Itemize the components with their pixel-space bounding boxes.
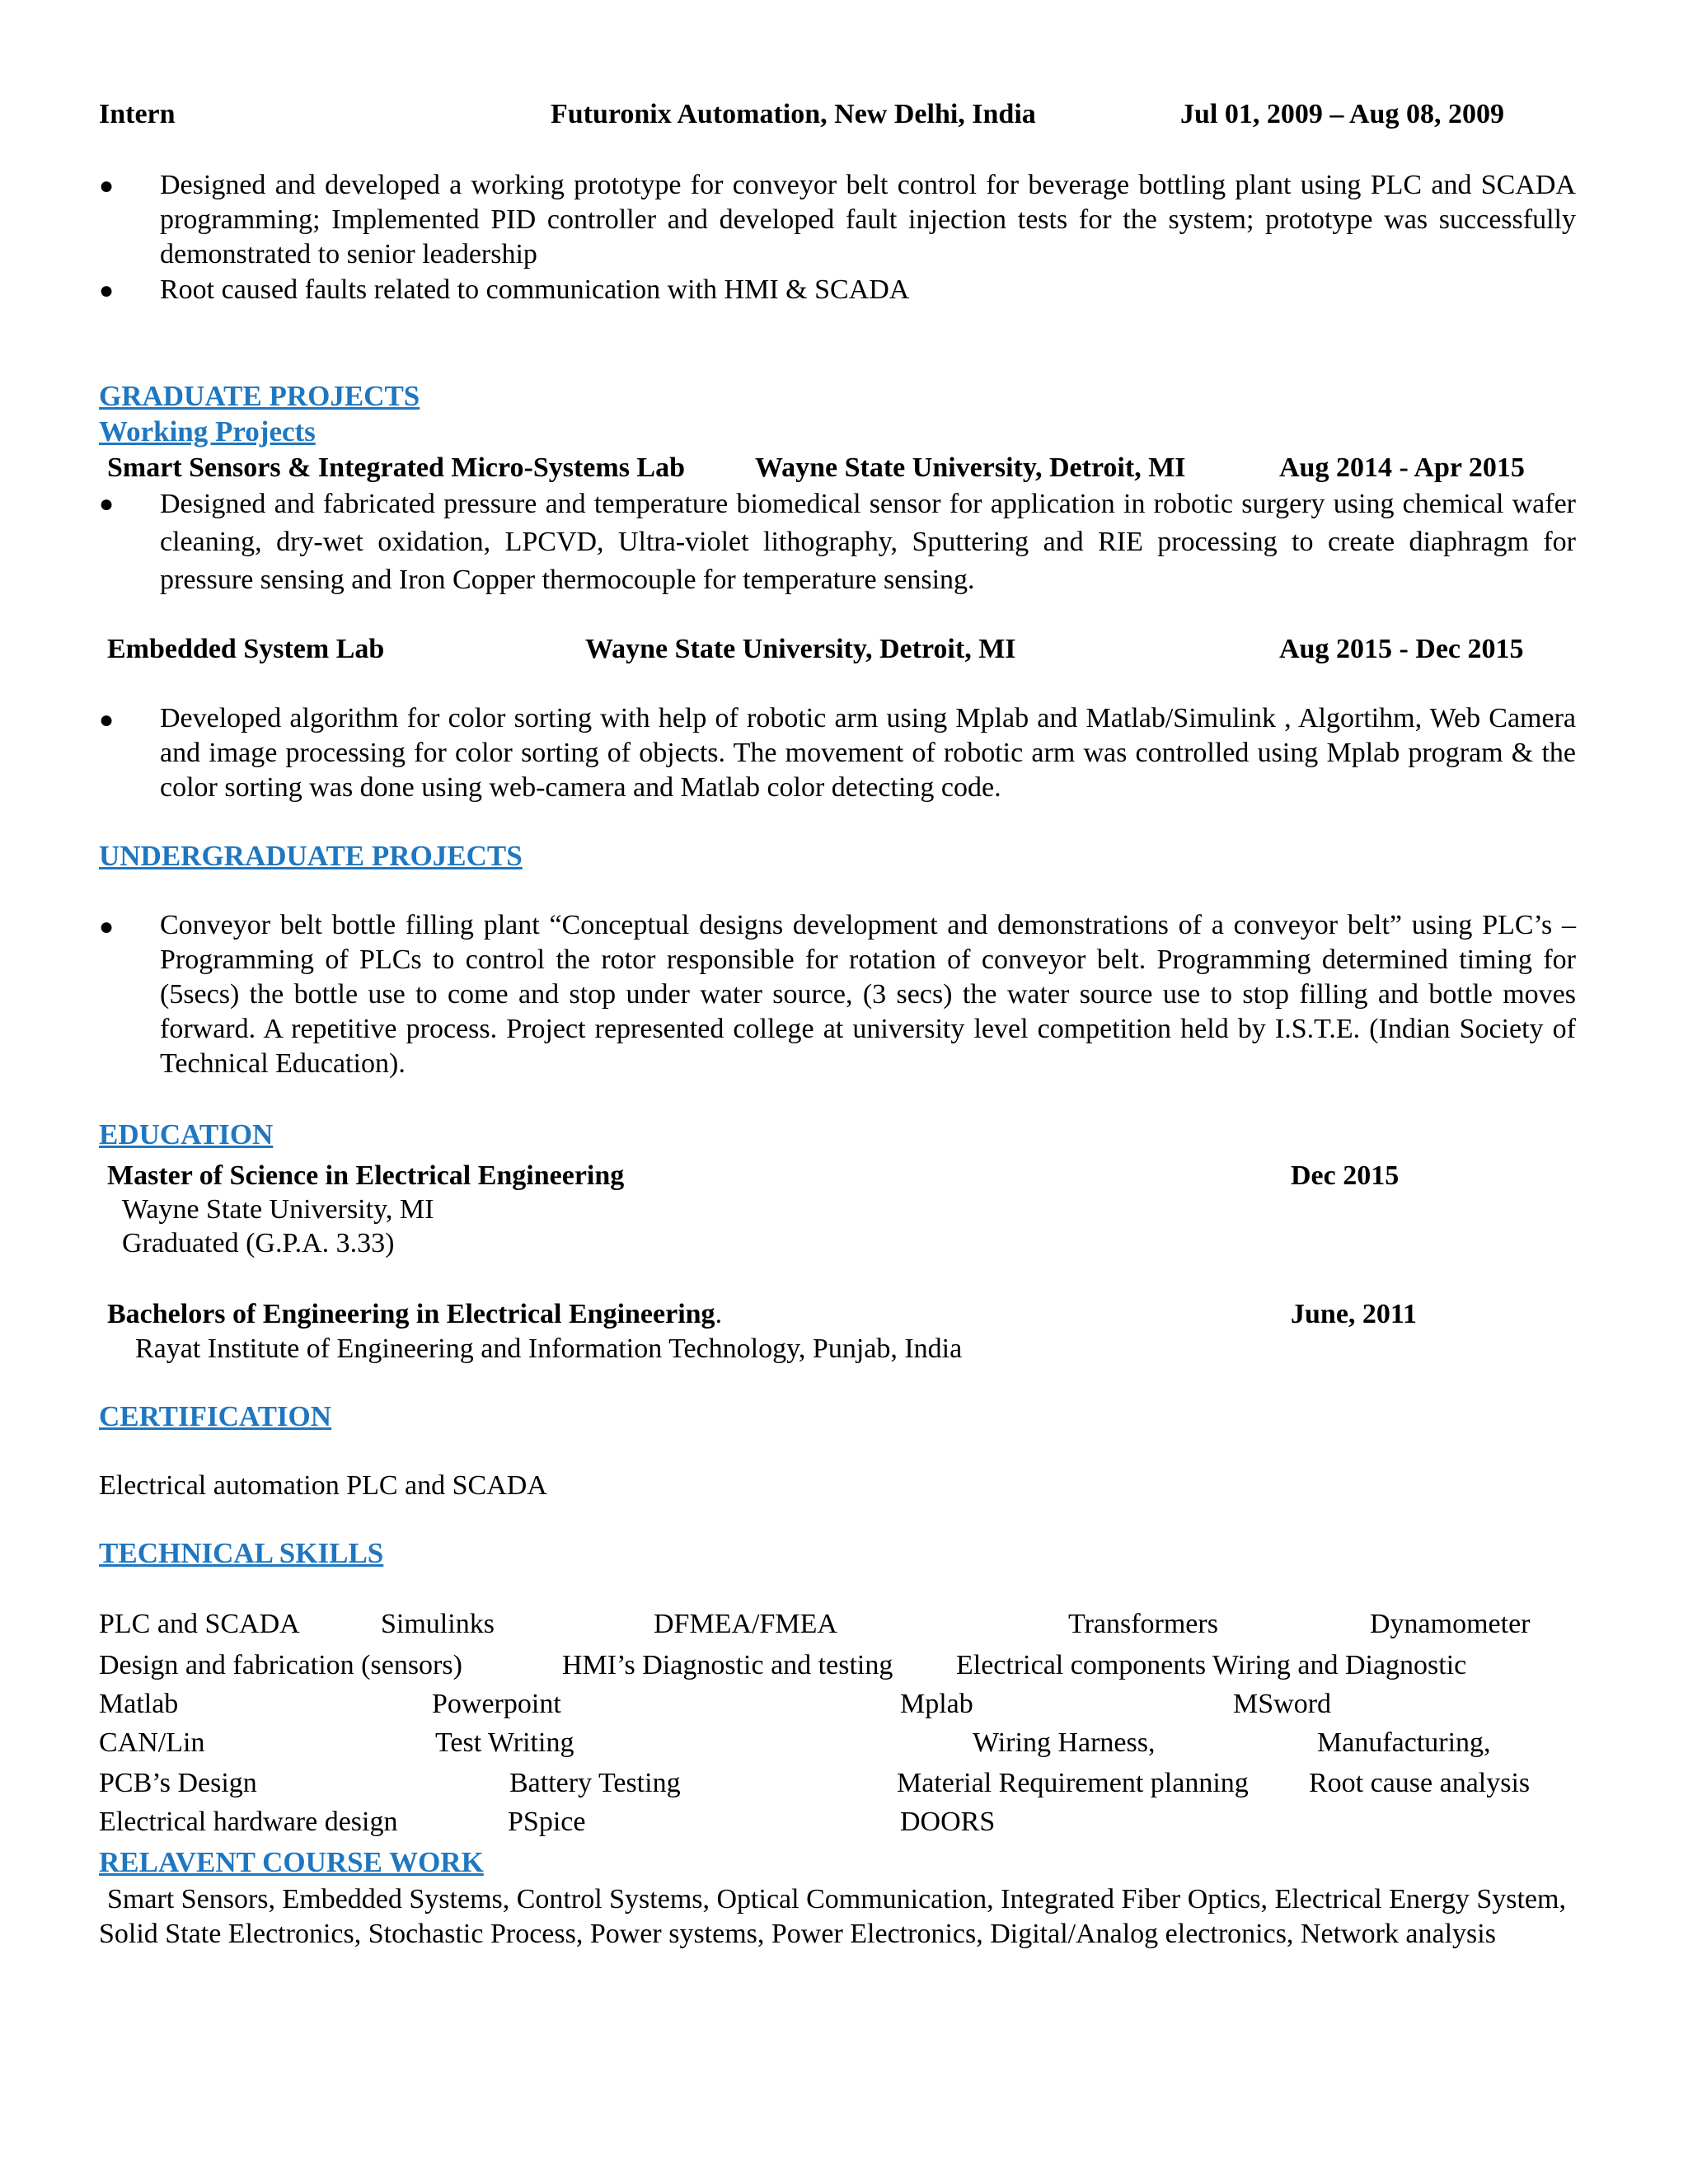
project2-dates: Aug 2015 - Dec 2015 [1279, 634, 1524, 664]
bachelors-date: June, 2011 [1291, 1299, 1418, 1329]
education-heading: EDUCATION [99, 1118, 274, 1151]
skill-item: PLC and SCADA [99, 1609, 300, 1639]
skill-item: CAN/Lin [99, 1727, 205, 1758]
intern-dates: Jul 01, 2009 – Aug 08, 2009 [1180, 99, 1504, 129]
intern-bullet-2: Root caused faults related to communication with HMI & SCADA [160, 274, 910, 305]
intern-company: Futuronix Automation, New Delhi, India [551, 99, 1036, 129]
masters-school: Wayne State University, MI [122, 1194, 434, 1225]
bullet-icon: ● [99, 913, 115, 940]
coursework-text: Smart Sensors, Embedded Systems, Control Systems, Optical Communication, Integrated Fiber Optics, Electrical Energy System, Solid State Electronics, Stochastic Process, Power systems, Power Electronics, Digital/Analog electronics, Network analysis [99, 1884, 1566, 1949]
intern-role: Intern [99, 99, 176, 129]
skill-item: Electrical hardware design [99, 1807, 398, 1837]
skill-item: Transformers [1068, 1609, 1218, 1639]
skill-item: Test Writing [435, 1727, 574, 1758]
skill-item: Mplab [900, 1689, 973, 1719]
bachelors-school: Rayat Institute of Engineering and Information Technology, Punjab, India [135, 1333, 963, 1364]
skill-item: Material Requirement planning [897, 1768, 1249, 1798]
certification-heading: CERTIFICATION [99, 1400, 332, 1432]
working-projects-subheading: Working Projects [99, 415, 316, 448]
skill-item: HMI’s Diagnostic and testing [562, 1650, 893, 1680]
skill-item: PSpice [508, 1807, 586, 1837]
project2-university: Wayne State University, Detroit, MI [585, 634, 1016, 664]
intern-bullet-1: Designed and developed a working prototype for conveyor belt control for beverage bottling plant using PLC and SCADA programming; Implemented PID controller and developed fault injection tests for the system; prototype was successfully demonstrated to senior leadership [160, 170, 1576, 269]
project1-dates: Aug 2014 - Apr 2015 [1279, 452, 1525, 483]
bachelors-degree: Bachelors of Engineering in Electrical Engineering [107, 1299, 715, 1329]
bullet-icon: ● [99, 706, 115, 733]
coursework-heading: RELAVENT COURSE WORK [99, 1846, 484, 1878]
skill-item: Battery Testing [509, 1768, 681, 1798]
skill-item: Electrical components Wiring and Diagnostic [956, 1650, 1467, 1680]
project1-bullet: Designed and fabricated pressure and temperature biomedical sensor for application in robotic surgery using chemical wafer cleaning, dry-wet oxidation, LPCVD, Ultra-violet lithography, Sputtering and RIE processing to create diaphragm for pressure sensing and Iron Copper thermocouple for temperature sensing. [160, 489, 1576, 595]
masters-note: Graduated (G.P.A. 3.33) [122, 1228, 395, 1258]
skill-item: Matlab [99, 1689, 179, 1719]
skill-item: MSword [1233, 1689, 1332, 1719]
bullet-icon: ● [99, 172, 115, 199]
skill-item: Powerpoint [432, 1689, 561, 1719]
skill-item: Simulinks [381, 1609, 495, 1639]
masters-date: Dec 2015 [1291, 1160, 1400, 1191]
technical-skills-heading: TECHNICAL SKILLS [99, 1537, 384, 1569]
skill-item: Dynamometer [1370, 1609, 1531, 1639]
certification-text: Electrical automation PLC and SCADA [99, 1470, 547, 1501]
skill-item: PCB’s Design [99, 1768, 257, 1798]
project2-bullet: Developed algorithm for color sorting with help of robotic arm using Mplab and Matlab/Simulink , Algortihm, Web Camera and image processing for color sorting of objects. The movement of robotic arm was controlled using Mplab program & the color sorting was done using web-camera and Matlab color detecting code. [160, 703, 1576, 803]
skill-item: Root cause analysis [1309, 1768, 1531, 1798]
undergraduate-bullet: Conveyor belt bottle filling plant “Conceptual designs development and demonstrations of a conveyor belt” using PLC’s – Programming of PLCs to control the rotor responsible for rotation of conveyor belt. Programming determined timing for (5secs) the bottle use to come and stop under water source, (3 secs) the water source use to stop filling and bottle moves forward. A repetitive process. Project represented college at university level competition held by I.S.T.E. (Indian Society of Technical Education). [160, 910, 1576, 1079]
project2-lab: Embedded System Lab [107, 634, 385, 664]
bachelors-degree-line [107, 1297, 722, 1332]
bullet-icon: ● [99, 277, 115, 304]
bachelors-degree-suffix: . [715, 1299, 723, 1329]
skill-item: Manufacturing, [1317, 1727, 1491, 1758]
project1-lab: Smart Sensors & Integrated Micro-Systems Lab [107, 452, 686, 483]
project1-university: Wayne State University, Detroit, MI [755, 452, 1186, 483]
masters-degree: Master of Science in Electrical Engineering [107, 1160, 625, 1191]
skill-item: DOORS [900, 1807, 996, 1837]
skill-item: DFMEA/FMEA [654, 1609, 837, 1639]
skill-item: Wiring Harness, [973, 1727, 1156, 1758]
graduate-projects-heading: GRADUATE PROJECTS [99, 380, 420, 412]
skill-item: Design and fabrication (sensors) [99, 1650, 462, 1680]
bullet-icon: ● [99, 490, 115, 518]
undergraduate-projects-heading: UNDERGRADUATE PROJECTS [99, 840, 523, 872]
